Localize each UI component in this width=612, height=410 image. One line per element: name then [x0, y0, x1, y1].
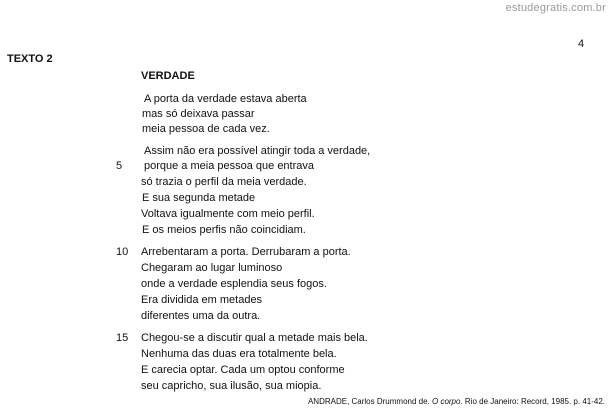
line-number: 5	[116, 160, 123, 172]
poem-title: VERDADE	[141, 70, 195, 82]
poem-line: porque a meia pessoa que entrava	[144, 160, 315, 172]
section-label: TEXTO 2	[7, 53, 53, 65]
poem-line: mas só deixava passar	[142, 108, 255, 120]
poem-line: Nenhuma das duas era totalmente bela.	[141, 348, 337, 360]
poem-line: Assim não era possível atingir toda a verdade,	[144, 145, 371, 157]
poem-line: diferentes uma da outra.	[141, 310, 261, 322]
poem-line: E sua segunda metade	[142, 192, 256, 204]
source-citation	[308, 397, 605, 406]
poem-line: Era dividida em metades	[141, 294, 263, 306]
poem-line: Voltava igualmente com meio perfil.	[141, 208, 315, 220]
poem-line: seu capricho, sua ilusão, sua miopia.	[141, 380, 322, 392]
citation-suffix: . Rio de Janeiro: Record, 1985. p. 41-42.	[460, 397, 605, 406]
page-number: 4	[578, 38, 585, 50]
poem-line: só trazia o perfil da meia verdade.	[141, 176, 307, 188]
poem-line: A porta da verdade estava aberta	[144, 93, 307, 105]
line-number: 10	[116, 246, 129, 258]
citation-book-title: O corpo	[432, 397, 461, 406]
line-number: 15	[116, 332, 129, 344]
poem-line: meia pessoa de cada vez.	[142, 123, 270, 135]
poem-line: onde a verdade esplendia seus fogos.	[141, 278, 327, 290]
poem-line: E carecia optar. Cada um optou conforme	[141, 364, 345, 376]
poem-line: E os meios perfis não coincidiam.	[142, 224, 306, 236]
site-watermark: estudegratis.com.br	[505, 2, 606, 14]
poem-line: Chegaram ao lugar luminoso	[141, 262, 283, 274]
citation-prefix: ANDRADE, Carlos Drummond de.	[307, 397, 432, 406]
poem-line: Arrebentaram a porta. Derrubaram a porta.	[141, 246, 351, 258]
poem-line: Chegou-se a discutir qual a metade mais bela.	[141, 332, 368, 344]
